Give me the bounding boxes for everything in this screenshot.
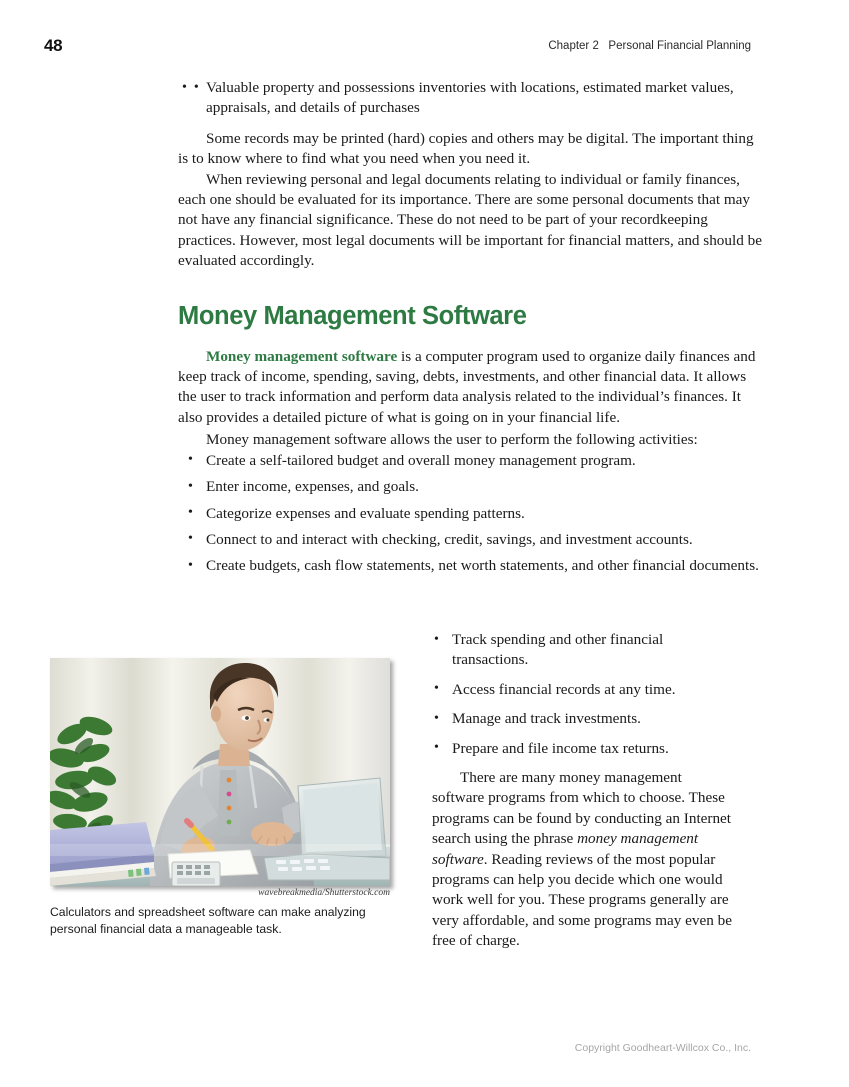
wrapped-text-column (432, 630, 732, 952)
search-phrase-italic: money management software (432, 830, 699, 868)
carryover-bullet-list (178, 78, 763, 119)
closing-text-part2: . Reading reviews of the most popular programs can help you decide which one would work well for you. These programs generally are very affordable, and some programs may even be free of charge. (432, 850, 732, 950)
paragraph-reviewing: When reviewing personal and legal documents relating to individual or family finances, each one should be evaluated for its importance. There are some personal documents that may not have any financial significance. These do not need to be part of your recordkeeping practices. However, most legal documents will be important for financial matters, and should be evaluated accordingly. (178, 170, 762, 270)
definition-text: is a computer program used to organize daily finances and keep track of income, spending, saving, debts, investments, and other financial data. It allows the user to track information and perform data analysis related to the individual’s finances. It also provides a detailed picture of what is going on in your financial life. (178, 347, 756, 426)
paragraph-activities-intro: Money management software allows the user to perform the following activities: (206, 431, 698, 449)
paragraph-definition (178, 347, 763, 429)
list-item: • Track spending and other financial transactions. (432, 630, 732, 671)
closing-text-part1: There are many money management software programs from which to choose. These programs can be found by conducting an Internet search using the phrase (432, 769, 732, 848)
photo-credit: wavebreakmedia/Shutterstock.com (258, 888, 390, 898)
list-item: • Prepare and file income tax returns. (432, 739, 732, 759)
activities-bullet-list (178, 451, 763, 577)
list-item: • Create a self-tailored budget and overall money management program. (178, 451, 763, 471)
figure-caption: Calculators and spreadsheet software can make analyzing personal financial data a manageable task. (50, 905, 366, 936)
section-heading: Money Management Software (178, 301, 527, 330)
main-text-column (178, 78, 763, 583)
list-item: • Manage and track investments. (432, 709, 732, 729)
running-head: Chapter 2 Personal Financial Planning (548, 40, 751, 52)
key-term: Money management software (206, 347, 398, 365)
list-item: • Access financial records at any time. (432, 680, 732, 700)
activities-bullet-list-continued (432, 630, 732, 759)
paragraph-closing (432, 768, 732, 952)
page-number: 48 (44, 36, 63, 55)
paragraph-records: Some records may be printed (hard) copies and others may be digital. The important thing is to know where to find what you need when you need it. (178, 129, 754, 168)
list-item: • Categorize expenses and evaluate spending patterns. (178, 504, 763, 524)
list-item: • Create budgets, cash flow statements, net worth statements, and other financial documents. (178, 556, 763, 576)
list-item: • Enter income, expenses, and goals. (178, 477, 763, 497)
figure (50, 658, 390, 937)
copyright-footer: Copyright Goodheart-Willcox Co., Inc. (574, 1042, 751, 1054)
list-item: • • Valuable property and possessions inventories with locations, estimated market values, appraisals, and details of purchases (178, 78, 763, 119)
photo-student-with-laptop (50, 658, 390, 886)
page-header (44, 36, 751, 60)
list-item: • Connect to and interact with checking, credit, savings, and investment accounts. (178, 530, 763, 550)
